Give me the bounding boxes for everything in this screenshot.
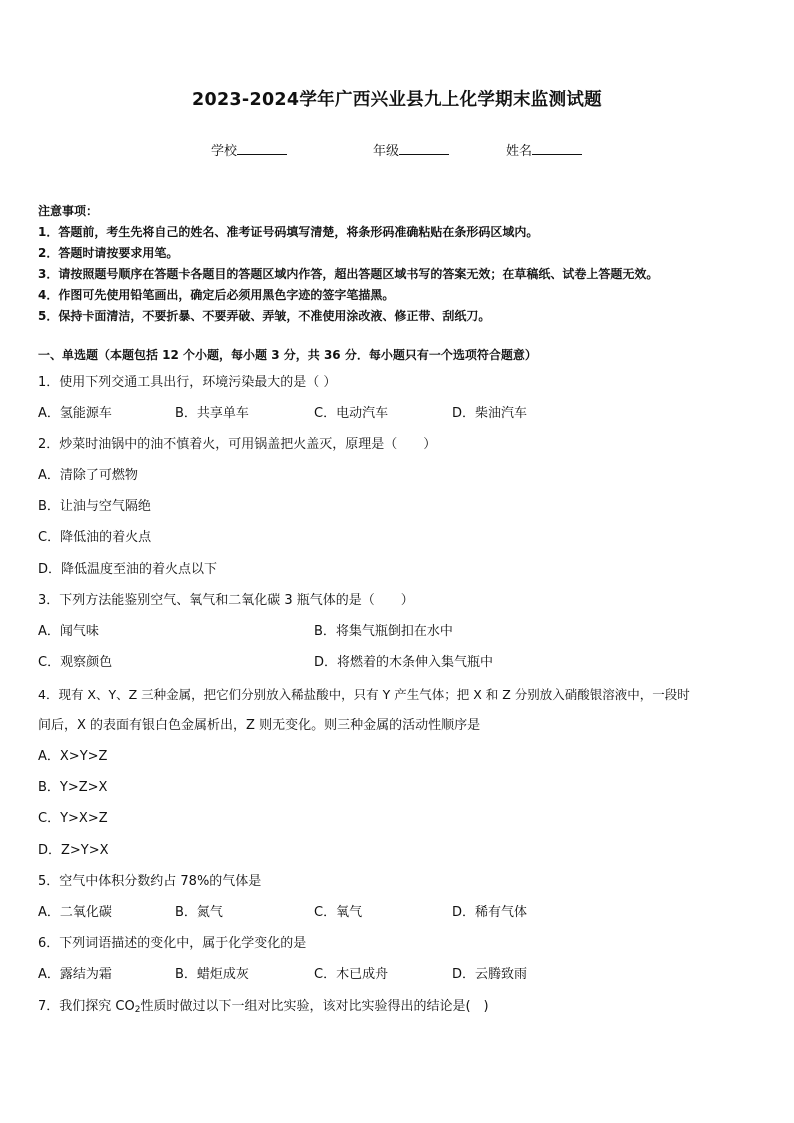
- q6-option-c: C．木已成舟: [314, 967, 389, 982]
- q5-option-b: B．氮气: [175, 905, 223, 920]
- q1-option-d: D．柴油汽车: [452, 406, 528, 421]
- q4-option-d: D．Z>Y>X: [38, 843, 109, 858]
- question-7-stem: [38, 998, 489, 1016]
- notice-item: 3．请按照题号顺序在答题卡各题目的答题区域内作答，超出答题区域书写的答案无效；在草稿纸、试卷上答题无效。: [38, 267, 659, 281]
- q4-option-a: A．X>Y>Z: [38, 749, 108, 764]
- q1-option-b: B．共享单车: [175, 406, 249, 421]
- question-4-stem-line1: 4．现有 X、Y、Z 三种金属，把它们分别放入稀盐酸中，只有 Y 产生气体；把 X 和 Z 分别放入硝酸银溶液中，一段时: [38, 687, 690, 702]
- notice-item: 5．保持卡面清洁，不要折暴、不要弄破、弄皱，不准使用涂改液、修正带、刮纸刀。: [38, 309, 491, 323]
- name-label: 姓名: [506, 144, 533, 159]
- grade-label: 年级: [373, 144, 400, 159]
- q2-option-b: B．让油与空气隔绝: [38, 499, 151, 514]
- q2-option-d: D．降低温度至油的着火点以下: [38, 562, 218, 577]
- school-blank[interactable]: [237, 142, 287, 155]
- question-2-stem: 2．炒菜时油锅中的油不慎着火，可用锅盖把火盖灭，原理是（ ）: [38, 437, 437, 452]
- q7-stem-post: 性质时做过以下一组对比实验，该对比实验得出的结论是( ): [140, 999, 489, 1014]
- q5-option-c: C．氧气: [314, 905, 363, 920]
- q6-option-a: A．露结为霜: [38, 967, 112, 982]
- q7-stem-sub: 2: [134, 1005, 141, 1015]
- notice-item: 1．答题前，考生先将自己的姓名、准考证号码填写清楚，将条形码准确粘贴在条形码区域内。: [38, 225, 539, 239]
- q1-option-a: A．氢能源车: [38, 406, 112, 421]
- q6-option-d: D．云腾致雨: [452, 967, 528, 982]
- q2-option-c: C．降低油的着火点: [38, 530, 152, 545]
- q2-option-a: A．清除了可燃物: [38, 468, 138, 483]
- q1-option-c: C．电动汽车: [314, 406, 389, 421]
- grade-blank[interactable]: [399, 142, 449, 155]
- q3-option-b: B．将集气瓶倒扣在水中: [314, 624, 453, 639]
- q5-option-d: D．稀有气体: [452, 905, 528, 920]
- question-5-stem: 5．空气中体积分数约占 78%的气体是: [38, 874, 262, 889]
- school-field: [211, 140, 287, 159]
- q4-option-c: C．Y>X>Z: [38, 811, 108, 826]
- question-1-stem: 1．使用下列交通工具出行，环境污染最大的是（ ）: [38, 375, 337, 390]
- name-blank[interactable]: [532, 142, 582, 155]
- question-3-stem: 3．下列方法能鉴别空气、氧气和二氧化碳 3 瓶气体的是（ ）: [38, 593, 414, 608]
- q3-option-c: C．观察颜色: [38, 655, 113, 670]
- grade-field: [373, 140, 449, 159]
- section-heading: 一、单选题（本题包括 12 个小题，每小题 3 分，共 36 分．每小题只有一个选项符合题意）: [38, 348, 537, 362]
- name-field: [506, 140, 582, 159]
- q6-option-b: B．蜡炬成灰: [175, 967, 249, 982]
- question-6-stem: 6．下列词语描述的变化中，属于化学变化的是: [38, 936, 307, 951]
- exam-title: 2023-2024学年广西兴业县九上化学期末监测试题: [192, 90, 602, 110]
- q7-stem-pre: 7．我们探究 CO: [38, 999, 135, 1014]
- notice-item: 4．作图可先使用铅笔画出，确定后必须用黑色字迹的签字笔描黑。: [38, 288, 395, 302]
- question-4-stem-line2: 间后，X 的表面有银白色金属析出，Z 则无变化。则三种金属的活动性顺序是: [38, 718, 481, 733]
- q4-option-b: B．Y>Z>X: [38, 780, 108, 795]
- school-label: 学校: [211, 144, 238, 159]
- notice-heading: 注意事项：: [38, 204, 99, 218]
- q5-option-a: A．二氧化碳: [38, 905, 112, 920]
- q3-option-d: D．将燃着的木条伸入集气瓶中: [314, 655, 494, 670]
- notice-item: 2．答题时请按要求用笔。: [38, 246, 179, 260]
- q3-option-a: A．闻气味: [38, 624, 99, 639]
